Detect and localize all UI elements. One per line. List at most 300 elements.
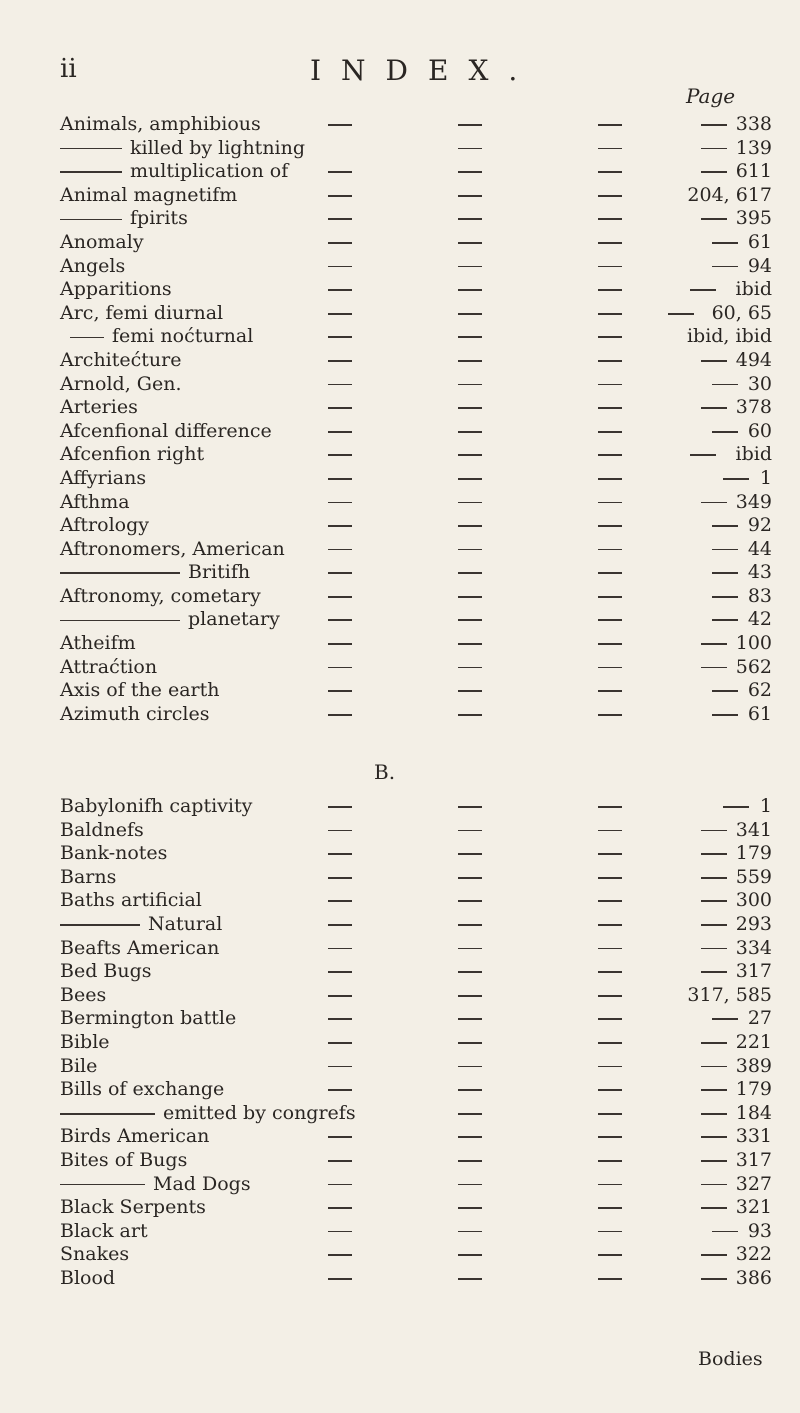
entry-page: 378 xyxy=(735,396,772,419)
leader-dash xyxy=(458,313,482,315)
index-entry xyxy=(60,1007,772,1031)
leader-dash xyxy=(458,1254,482,1256)
entry-text: Mad Dogs xyxy=(153,1172,251,1195)
entry-page: 322 xyxy=(735,1243,772,1266)
leader-dash xyxy=(328,995,352,997)
leader-dash xyxy=(701,1184,727,1186)
index-entry xyxy=(60,703,772,727)
leader-dash xyxy=(701,502,727,504)
entry-label xyxy=(60,679,220,703)
entry-page: 184 xyxy=(735,1101,772,1124)
leader-dash xyxy=(690,289,716,291)
entry-label xyxy=(60,937,219,961)
leader-dash xyxy=(598,549,622,551)
index-entry xyxy=(60,443,772,467)
entry-page: 44 xyxy=(747,537,772,560)
entry-text: Architećture xyxy=(60,348,182,371)
entry-text: Natural xyxy=(148,912,223,935)
leader-dash xyxy=(328,1042,352,1044)
entry-page: 42 xyxy=(747,608,772,631)
index-entry xyxy=(60,349,772,373)
entry-label xyxy=(60,656,157,680)
entry-text: femi noćturnal xyxy=(112,325,254,348)
entry-page: ibid xyxy=(735,443,772,466)
index-section-a xyxy=(60,113,772,726)
entry-page: 341 xyxy=(735,818,772,841)
leader-dash xyxy=(458,431,482,433)
entry-text: Birds American xyxy=(60,1125,210,1148)
leader-dash xyxy=(701,218,727,220)
leader-dash xyxy=(328,289,352,291)
entry-page: 221 xyxy=(735,1030,772,1053)
index-entry xyxy=(60,396,772,420)
entry-text: Axis of the earth xyxy=(60,679,220,702)
entry-page: 30 xyxy=(747,372,772,395)
entry-page: 60 xyxy=(747,419,772,442)
leader-dash xyxy=(701,948,727,950)
leader-dash xyxy=(458,549,482,551)
index-entry xyxy=(60,632,772,656)
index-entry xyxy=(60,538,772,562)
entry-text: Afthma xyxy=(60,490,130,513)
entry-text: Angels xyxy=(60,254,126,277)
leader-dash xyxy=(328,619,352,621)
entry-label xyxy=(60,1007,236,1031)
entry-page: 83 xyxy=(747,584,772,607)
entry-page: 559 xyxy=(735,865,772,888)
leader-dash xyxy=(458,336,482,338)
leader-dash xyxy=(458,454,482,456)
ditto-rule xyxy=(60,572,180,574)
entry-label xyxy=(60,113,261,137)
leader-dash xyxy=(598,806,622,808)
entry-text: killed by lightning xyxy=(130,136,306,159)
leader-dash xyxy=(328,218,352,220)
entry-label xyxy=(60,585,261,609)
leader-dash xyxy=(598,407,622,409)
entry-text: Apparitions xyxy=(60,278,172,301)
leader-dash xyxy=(328,1254,352,1256)
entry-label xyxy=(60,443,204,467)
index-entry xyxy=(60,1196,772,1220)
leader-dash xyxy=(458,266,482,268)
leader-dash xyxy=(701,971,727,973)
entry-page: ibid xyxy=(735,278,772,301)
leader-dash xyxy=(328,266,352,268)
entry-label xyxy=(60,1125,209,1149)
entry-label xyxy=(60,1243,129,1267)
leader-dash xyxy=(712,266,738,268)
leader-dash xyxy=(328,830,352,832)
leader-dash xyxy=(458,1278,482,1280)
entry-label xyxy=(60,514,149,538)
leader-dash xyxy=(712,596,738,598)
leader-dash xyxy=(598,171,622,173)
leader-dash xyxy=(712,242,738,244)
index-entry xyxy=(60,207,772,231)
leader-dash xyxy=(598,313,622,315)
entry-label xyxy=(60,420,272,444)
leader-dash xyxy=(458,806,482,808)
leader-dash xyxy=(458,502,482,504)
ditto-rule xyxy=(70,337,104,339)
index-section-b xyxy=(60,795,772,1290)
leader-dash xyxy=(598,971,622,973)
leader-dash xyxy=(458,218,482,220)
leader-dash xyxy=(598,690,622,692)
index-entry xyxy=(60,1149,772,1173)
index-entry xyxy=(60,514,772,538)
leader-dash xyxy=(598,877,622,879)
entry-text: emitted by congrefs xyxy=(163,1101,356,1124)
leader-dash xyxy=(458,596,482,598)
leader-dash xyxy=(598,1136,622,1138)
index-entry xyxy=(60,113,772,137)
leader-dash xyxy=(598,643,622,645)
leader-dash xyxy=(712,1231,738,1233)
leader-dash xyxy=(328,1089,352,1091)
entry-page: 317 xyxy=(735,1148,772,1171)
leader-dash xyxy=(701,360,727,362)
leader-dash xyxy=(598,336,622,338)
index-entry xyxy=(60,491,772,515)
entry-label xyxy=(60,1031,110,1055)
entry-page: 60, 65 xyxy=(711,301,772,324)
leader-dash xyxy=(701,407,727,409)
leader-dash xyxy=(328,195,352,197)
index-entry xyxy=(60,1102,772,1126)
entry-label xyxy=(60,207,188,231)
leader-dash xyxy=(458,900,482,902)
index-entry xyxy=(60,325,772,349)
leader-dash xyxy=(328,596,352,598)
leader-dash xyxy=(598,1113,622,1115)
leader-dash xyxy=(328,1136,352,1138)
entry-label xyxy=(60,608,280,632)
leader-dash xyxy=(712,714,738,716)
entry-text: Azimuth circles xyxy=(60,702,210,725)
leader-dash xyxy=(458,289,482,291)
index-entry xyxy=(60,960,772,984)
leader-dash xyxy=(598,431,622,433)
index-entry xyxy=(60,1125,772,1149)
entry-label xyxy=(60,1220,148,1244)
index-entry xyxy=(60,278,772,302)
entry-text: Bed Bugs xyxy=(60,960,152,983)
leader-dash xyxy=(690,454,716,456)
leader-dash xyxy=(328,525,352,527)
leader-dash xyxy=(598,596,622,598)
leader-dash xyxy=(701,124,727,126)
leader-dash xyxy=(458,714,482,716)
leader-dash xyxy=(598,1160,622,1162)
leader-dash xyxy=(328,667,352,669)
index-entry xyxy=(60,937,772,961)
entry-page: 43 xyxy=(747,561,772,584)
index-entry xyxy=(60,1055,772,1079)
entry-text: Black art xyxy=(60,1219,148,1242)
leader-dash xyxy=(458,1089,482,1091)
leader-dash xyxy=(328,853,352,855)
leader-dash xyxy=(328,948,352,950)
entry-text: Bees xyxy=(60,983,107,1006)
leader-dash xyxy=(598,525,622,527)
entry-page: 386 xyxy=(735,1266,772,1289)
leader-dash xyxy=(328,336,352,338)
entry-page: 27 xyxy=(747,1007,772,1030)
entry-label xyxy=(60,1149,187,1173)
leader-dash xyxy=(598,218,622,220)
leader-dash xyxy=(458,525,482,527)
entry-text: Baldnefs xyxy=(60,818,144,841)
leader-dash xyxy=(701,667,727,669)
entry-text: Bank-notes xyxy=(60,842,168,865)
leader-dash xyxy=(712,431,738,433)
section-letter-b: B. xyxy=(374,760,396,784)
leader-dash xyxy=(598,384,622,386)
ditto-rule xyxy=(60,620,180,622)
leader-dash xyxy=(328,549,352,551)
page-header xyxy=(60,54,760,94)
entry-text: Attraćtion xyxy=(60,655,158,678)
leader-dash xyxy=(458,148,482,150)
entry-text: Aftronomy, cometary xyxy=(60,584,261,607)
leader-dash xyxy=(458,830,482,832)
entry-text: Barns xyxy=(60,865,117,888)
entry-page: 611 xyxy=(735,160,772,183)
page-column-heading: Page xyxy=(686,84,736,108)
entry-label xyxy=(60,467,146,491)
leader-dash xyxy=(701,853,727,855)
entry-label xyxy=(60,913,222,937)
entry-label xyxy=(60,396,138,420)
entry-text: Animals, amphibious xyxy=(60,113,261,135)
entry-page: 334 xyxy=(735,936,772,959)
entry-label xyxy=(60,889,202,913)
entry-label xyxy=(60,842,167,866)
leader-dash xyxy=(598,1018,622,1020)
leader-dash xyxy=(328,1018,352,1020)
index-entry xyxy=(60,255,772,279)
leader-dash xyxy=(712,572,738,574)
leader-dash xyxy=(598,948,622,950)
leader-dash xyxy=(458,384,482,386)
leader-dash xyxy=(598,1184,622,1186)
leader-dash xyxy=(328,313,352,315)
leader-dash xyxy=(701,830,727,832)
entry-label xyxy=(60,349,181,373)
index-entry xyxy=(60,679,772,703)
leader-dash xyxy=(458,643,482,645)
leader-dash xyxy=(712,549,738,551)
entry-page: 317 xyxy=(735,960,772,983)
leader-dash xyxy=(701,1066,727,1068)
leader-dash xyxy=(598,924,622,926)
leader-dash xyxy=(598,360,622,362)
catchword: Bodies xyxy=(698,1348,763,1370)
entry-text: planetary xyxy=(188,608,280,631)
index-entry xyxy=(60,656,772,680)
index-entry xyxy=(60,1031,772,1055)
entry-text: Bills of exchange xyxy=(60,1078,225,1101)
entry-text: Animal magnetifm xyxy=(60,183,238,206)
entry-label xyxy=(60,703,210,727)
leader-dash xyxy=(598,1042,622,1044)
leader-dash xyxy=(598,502,622,504)
leader-dash xyxy=(668,313,694,315)
entry-label xyxy=(60,231,144,255)
leader-dash xyxy=(458,877,482,879)
leader-dash xyxy=(701,1160,727,1162)
ditto-rule xyxy=(60,219,122,221)
leader-dash xyxy=(328,877,352,879)
leader-dash xyxy=(701,148,727,150)
entry-page: 179 xyxy=(735,1078,772,1101)
leader-dash xyxy=(328,407,352,409)
leader-dash xyxy=(458,1018,482,1020)
entry-page: 93 xyxy=(747,1219,772,1242)
leader-dash xyxy=(598,195,622,197)
leader-dash xyxy=(328,454,352,456)
entry-label xyxy=(60,184,237,208)
entry-text: Aftrology xyxy=(60,514,149,537)
leader-dash xyxy=(701,643,727,645)
entry-page: 321 xyxy=(735,1196,772,1219)
leader-dash xyxy=(458,948,482,950)
leader-dash xyxy=(328,1278,352,1280)
leader-dash xyxy=(328,1160,352,1162)
leader-dash xyxy=(328,1066,352,1068)
entry-page: 1 xyxy=(759,795,772,817)
leader-dash xyxy=(458,690,482,692)
leader-dash xyxy=(328,806,352,808)
entry-label xyxy=(60,278,172,302)
entry-text: Bermington battle xyxy=(60,1007,237,1030)
entry-page: 139 xyxy=(735,136,772,159)
leader-dash xyxy=(598,714,622,716)
leader-dash xyxy=(458,478,482,480)
leader-dash xyxy=(328,1231,352,1233)
leader-dash xyxy=(328,572,352,574)
entry-page: 327 xyxy=(735,1172,772,1195)
leader-dash xyxy=(723,806,749,808)
ditto-rule xyxy=(60,1113,155,1115)
entry-label xyxy=(60,561,250,585)
leader-dash xyxy=(458,924,482,926)
leader-dash xyxy=(458,407,482,409)
leader-dash xyxy=(458,124,482,126)
entry-page: 349 xyxy=(735,490,772,513)
entry-label xyxy=(60,1267,115,1291)
index-entry xyxy=(60,160,772,184)
entry-label xyxy=(60,137,305,161)
leader-dash xyxy=(701,1136,727,1138)
leader-dash xyxy=(712,690,738,692)
leader-dash xyxy=(701,1254,727,1256)
entry-text: multiplication of xyxy=(130,160,289,183)
leader-dash xyxy=(598,1254,622,1256)
index-entry xyxy=(60,913,772,937)
entry-label xyxy=(60,984,106,1008)
page-number: ii xyxy=(60,54,77,84)
entry-page: 395 xyxy=(735,207,772,230)
entry-page: 331 xyxy=(735,1125,772,1148)
leader-dash xyxy=(328,360,352,362)
leader-dash xyxy=(712,384,738,386)
entry-text: Arnold, Gen. xyxy=(60,372,182,395)
entry-text: Beafts American xyxy=(60,936,220,959)
entry-text: Afcenfional difference xyxy=(60,419,272,442)
leader-dash xyxy=(458,572,482,574)
leader-dash xyxy=(598,454,622,456)
entry-label xyxy=(60,1078,224,1102)
leader-dash xyxy=(328,478,352,480)
leader-dash xyxy=(458,619,482,621)
leader-dash xyxy=(598,266,622,268)
leader-dash xyxy=(598,853,622,855)
leader-dash xyxy=(701,1089,727,1091)
ditto-rule xyxy=(60,924,140,926)
ditto-rule xyxy=(60,1184,145,1186)
leader-dash xyxy=(458,195,482,197)
leader-dash xyxy=(328,690,352,692)
entry-page: 300 xyxy=(735,889,772,912)
leader-dash xyxy=(328,971,352,973)
index-entry xyxy=(60,184,772,208)
entry-page: 204, 617 xyxy=(687,183,772,206)
index-entry xyxy=(60,1267,772,1291)
entry-label xyxy=(60,491,130,515)
leader-dash xyxy=(598,900,622,902)
entry-label xyxy=(60,538,285,562)
leader-dash xyxy=(328,714,352,716)
entry-label xyxy=(60,1173,251,1197)
leader-dash xyxy=(701,1278,727,1280)
leader-dash xyxy=(598,1089,622,1091)
entry-text: Snakes xyxy=(60,1243,130,1266)
index-entry xyxy=(60,842,772,866)
entry-label xyxy=(60,255,125,279)
entry-page: 61 xyxy=(747,230,772,253)
index-entry xyxy=(60,608,772,632)
entry-label xyxy=(60,795,252,819)
leader-dash xyxy=(328,384,352,386)
leader-dash xyxy=(328,171,352,173)
entry-page: ibid, ibid xyxy=(686,325,772,348)
entry-text: Britifh xyxy=(188,561,251,584)
leader-dash xyxy=(701,171,727,173)
entry-label xyxy=(60,866,116,890)
leader-dash xyxy=(458,667,482,669)
entry-label xyxy=(70,325,253,349)
leader-dash xyxy=(598,830,622,832)
index-entry xyxy=(60,585,772,609)
index-entry xyxy=(60,420,772,444)
entry-text: Bites of Bugs xyxy=(60,1148,188,1171)
entry-page: 389 xyxy=(735,1054,772,1077)
leader-dash xyxy=(701,877,727,879)
index-entry xyxy=(60,866,772,890)
ditto-rule xyxy=(60,148,122,150)
entry-label xyxy=(60,1055,97,1079)
leader-dash xyxy=(598,242,622,244)
leader-dash xyxy=(701,1042,727,1044)
leader-dash xyxy=(328,643,352,645)
index-entry xyxy=(60,1078,772,1102)
leader-dash xyxy=(328,1184,352,1186)
leader-dash xyxy=(701,1113,727,1115)
leader-dash xyxy=(598,289,622,291)
